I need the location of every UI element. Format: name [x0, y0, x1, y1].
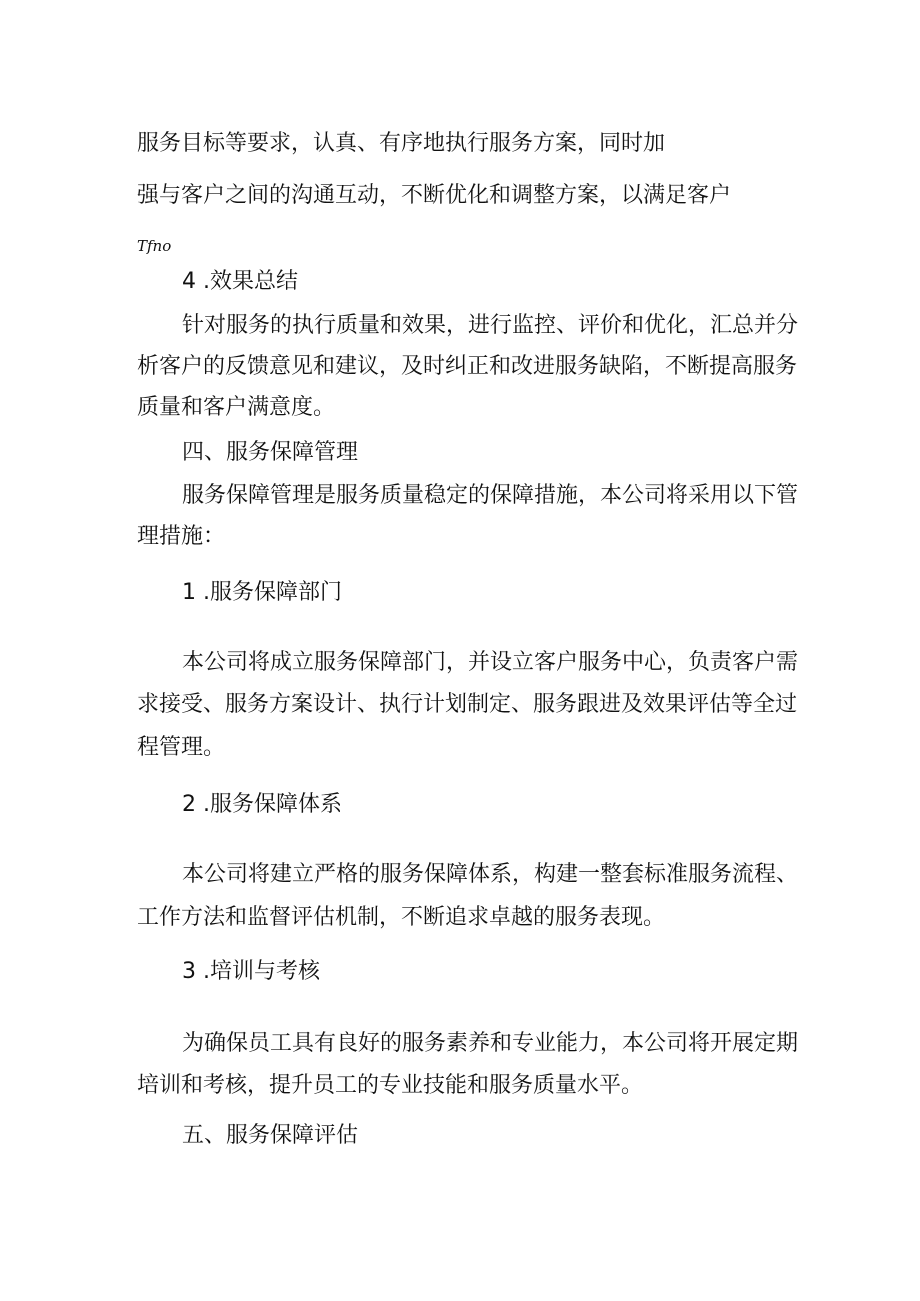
paragraph-line: 程管理。	[137, 735, 226, 760]
paragraph-line: 析客户的反馈意见和建议，及时纠正和改进服务缺陷，不断提高服务	[137, 354, 798, 379]
section-heading: 1 .服务保障部门	[182, 580, 342, 605]
paragraph-line: 本公司将建立严格的服务保障体系，构建一整套标准服务流程、	[182, 862, 799, 887]
stray-text: Tfno	[137, 237, 172, 255]
paragraph-line: 求接受、服务方案设计、执行计划制定、服务跟进及效果评估等全过	[137, 692, 798, 717]
paragraph-line: 质量和客户满意度。	[137, 395, 336, 420]
paragraph-line: 服务保障管理是服务质量稳定的保障措施，本公司将采用以下管	[182, 483, 799, 508]
paragraph-line: 本公司将成立服务保障部门，并设立客户服务中心，负责客户需	[182, 650, 799, 675]
paragraph-line: 理措施：	[137, 524, 226, 549]
paragraph-line: 为确保员工具有良好的服务素养和专业能力，本公司将开展定期	[182, 1031, 799, 1056]
chapter-heading: 五、服务保障评估	[182, 1123, 359, 1148]
paragraph-line: 培训和考核，提升员工的专业技能和服务质量水平。	[137, 1073, 644, 1098]
paragraph-line: 强与客户之间的沟通互动，不断优化和调整方案，以满足客户	[137, 183, 732, 208]
section-heading: 3 .培训与考核	[182, 959, 320, 984]
section-heading: 2 .服务保障体系	[182, 792, 342, 817]
section-heading: 4 .效果总结	[182, 269, 298, 294]
chapter-heading: 四、服务保障管理	[182, 440, 359, 465]
paragraph-line: 针对服务的执行质量和效果，进行监控、评价和优化，汇总并分	[182, 313, 799, 338]
paragraph-line: 工作方法和监督评估机制，不断追求卓越的服务表现。	[137, 905, 666, 930]
paragraph-line: 服务目标等要求，认真、有序地执行服务方案，同时加	[137, 131, 666, 156]
